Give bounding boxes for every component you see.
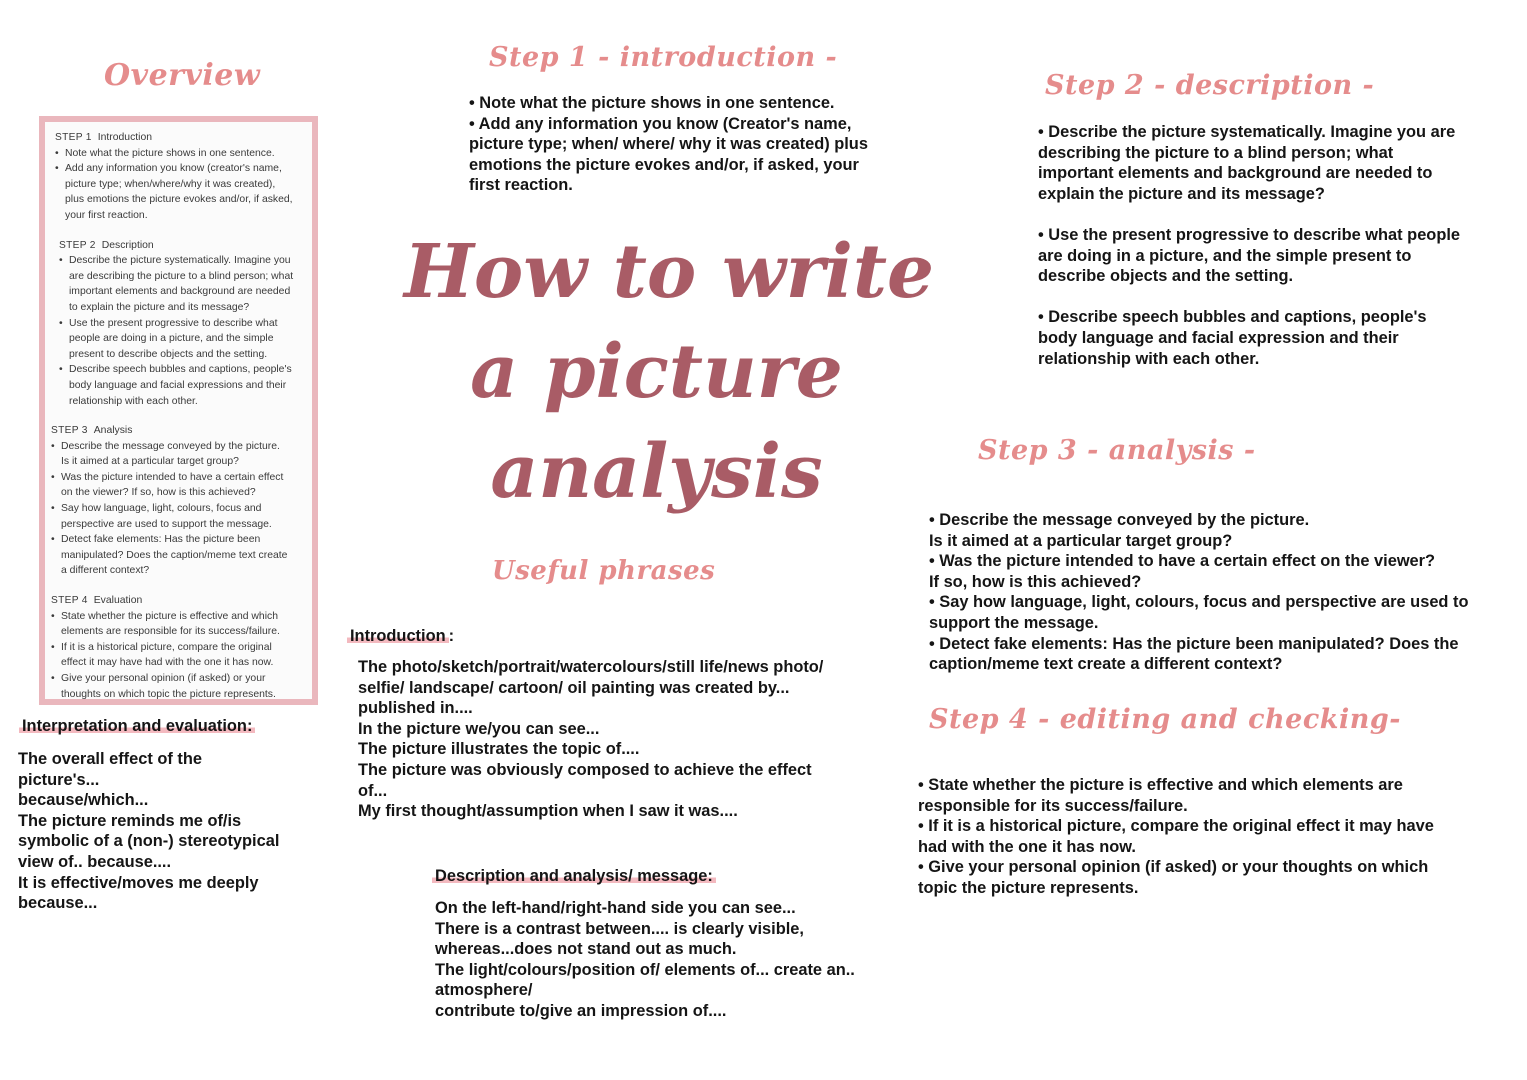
overview-bullet [51,609,306,640]
step2-line: describing the picture to a blind person; what [1038,143,1394,162]
interpretation-phrase-line: view of.. because.... [18,852,172,871]
interpretation-phrase-line: symbolic of a (non-) stereotypical [18,832,280,851]
title-line-1: How to write [404,229,935,315]
step1-body [469,93,868,196]
title-line-2: a picture [470,329,843,415]
step2-line: • Describe the picture systematically. Imagine you are [1038,123,1456,141]
overview-bullet [51,470,306,501]
step3-line: Is it aimed at a particular target group? [929,531,1233,550]
overview-card [39,116,318,705]
step4-line: responsible for its success/failure. [918,796,1188,815]
step2-line: are doing in a picture, and the simple present to [1038,246,1412,265]
overview-step-name: Evaluation [93,595,143,607]
introduction-phrase-line: selfie/ landscape/ cartoon/ oil painting was created by... [358,678,790,697]
overview-bullet-line: • Use the present progressive to describe what [69,317,278,329]
overview-bullet-line: plus emotions the picture evokes and/or, if asked, [65,194,293,206]
step2-paragraph [1038,307,1460,369]
overview-bullet-line: • If it is a historical picture, compare the original [61,641,272,653]
step2-heading: Step 2 - description - [1045,70,1375,101]
overview-bullet-line: picture type; when/where/why it was created), [65,178,276,190]
overview-step-number: STEP 1 [55,132,92,143]
overview-bullet-line: • Describe the picture systematically. Imagine you [69,255,291,267]
step2-line: important elements and background are needed to [1038,164,1433,183]
step1-line: • Add any information you know (Creator's name, [469,114,852,133]
overview-bullet-line: on the viewer? If so, how is this achieved? [61,487,256,499]
overview-bullet-line: body language and facial expressions and their [69,379,287,391]
overview-heading: Overview [104,58,261,93]
step3-line: • Describe the message conveyed by the picture. [929,511,1310,529]
step3-line: • Say how language, light, colours, focus and perspective are used to [929,593,1469,612]
interpretation-phrases [18,749,279,914]
step2-line: • Use the present progressive to describe what people [1038,225,1461,244]
interpretation-phrase-line: because... [18,894,98,913]
step2-paragraph [1038,225,1460,287]
step3-line: caption/meme text create a different context? [929,655,1283,674]
step3-line: • Detect fake elements: Has the picture been manipulated? Does the [929,634,1459,653]
step4-body [918,775,1434,899]
overview-bullet-line: your first reaction. [65,209,148,221]
overview-bullet-line: • Give your personal opinion (if asked) or your [61,673,266,684]
overview-bullet-line: people are doing in a picture, and the simple [69,333,274,345]
overview-bullet-line: present to describe objects and the setting. [69,348,268,360]
introduction-phrase-line: The photo/sketch/portrait/watercolours/still life/news photo/ [358,658,824,676]
overview-bullet-line: • Say how language, light, colours, focus and [61,503,262,515]
overview-step-block [51,423,306,579]
overview-step-header [51,593,306,609]
step3-body [929,510,1468,675]
overview-step-header [59,238,306,254]
overview-step-number: STEP 3 [51,425,88,437]
overview-bullet [51,671,306,702]
overview-bullet [51,532,306,579]
introduction-phrase-line: My first thought/assumption when I saw it was.... [358,802,738,821]
interpretation-phrase-line: because/which... [18,791,149,810]
overview-bullet-line: • Was the picture intended to have a certain effect [61,471,284,483]
overview-bullet-line: • Describe the message conveyed by the picture. [61,440,280,452]
step3-heading: Step 3 - analysis - [978,435,1256,466]
interpretation-phrase-line: It is effective/moves me deeply [18,873,259,892]
introduction-phrase-line: In the picture we/you can see... [358,719,600,738]
overview-bullet-line: effect it may have had with the one it has now. [61,657,274,669]
step2-line: describe objects and the setting. [1038,267,1294,286]
step1-heading: Step 1 - introduction - [489,42,838,73]
step4-line: topic the picture represents. [918,878,1139,897]
overview-step-name: Analysis [93,425,133,437]
overview-bullet [51,640,306,671]
description-phrase-line: The light/colours/position of/ elements of... create an.. [435,960,855,979]
introduction-label-wrap [350,626,454,647]
useful-phrases-heading: Useful phrases [492,556,716,586]
overview-bullet [59,253,306,315]
step3-line: • Was the picture intended to have a certain effect on the viewer? [929,552,1436,571]
overview-step-name: Description [101,239,154,251]
overview-bullet-line: relationship with each other. [69,395,198,407]
interpretation-phrase-line: picture's... [18,770,100,789]
introduction-phrase-line: The picture was obviously composed to achieve the effect [358,760,812,779]
description-label: Description and analysis/ message: [432,867,716,885]
overview-bullet-line: to explain the picture and its message? [69,301,250,313]
overview-step-block [59,238,306,410]
introduction-label: Introduction [347,627,449,645]
title-line-3: analysis [490,429,823,515]
step2-body [1038,122,1460,369]
overview-bullet-line: thoughts on which topic the picture represents. [61,688,276,700]
interpretation-phrase-line: The picture reminds me of/is [18,811,242,830]
overview-bullet-line: manipulated? Does the caption/meme text create [61,549,288,561]
introduction-phrase-line: of... [358,781,388,800]
overview-bullet [59,316,306,363]
step1-line: • Note what the picture shows in one sentence. [469,94,835,112]
introduction-phrase-line: The picture illustrates the topic of.... [358,740,640,759]
step2-paragraph [1038,122,1460,204]
description-label-wrap [435,866,716,887]
step1-line: picture type; when/ where/ why it was created) plus [469,135,868,154]
introduction-phrases [358,657,823,822]
step1-line: first reaction. [469,176,573,195]
overview-step-block [51,593,306,702]
step4-line: had with the one it has now. [918,837,1136,856]
step2-line: body language and facial expression and their [1038,328,1399,347]
step3-line: support the message. [929,613,1099,632]
step2-line: relationship with each other. [1038,349,1260,368]
description-phrases [435,898,855,1022]
overview-bullet-line: perspective are used to support the message. [61,518,272,530]
overview-bullet [51,501,306,532]
overview-bullet-line: • Detect fake elements: Has the picture been [61,534,261,546]
interpretation-label: Interpretation and evaluation: [19,717,255,735]
overview-bullet-line: Is it aimed at a particular target group? [61,456,239,468]
overview-bullet-line: • Describe speech bubbles and captions, people's [69,364,292,376]
step2-line: explain the picture and its message? [1038,184,1325,203]
overview-bullet-line: important elements and background are needed [69,286,291,298]
overview-bullet-line: elements are responsible for its success/failure. [61,626,280,638]
step4-line: • Give your personal opinion (if asked) or your thoughts on which [918,858,1429,877]
overview-step-number: STEP 2 [59,239,96,251]
step3-line: If so, how is this achieved? [929,572,1142,591]
description-phrase-line: There is a contrast between.... is clearly visible, [435,919,804,938]
overview-step-header [55,130,306,146]
step4-line: • State whether the picture is effective and which elements are [918,776,1403,794]
interpretation-label-wrap [22,716,255,737]
description-phrase-line: whereas...does not stand out as much. [435,940,737,959]
description-phrase-line: contribute to/give an impression of.... [435,1001,727,1020]
step4-line: • If it is a historical picture, compare the original effect it may have [918,817,1434,836]
step2-line: • Describe speech bubbles and captions, people's [1038,308,1427,327]
overview-bullet-line: are describing the picture to a blind person; what [69,270,294,282]
overview-step-header [51,423,306,439]
overview-bullet [55,146,306,162]
main-title [404,222,935,522]
overview-step-name: Introduction [97,132,153,143]
overview-bullet [59,362,306,409]
overview-bullet-line: • State whether the picture is effective and which [61,610,278,622]
step1-line: emotions the picture evokes and/or, if asked, your [469,155,859,174]
overview-bullet-line: a different context? [61,565,150,577]
description-phrase-line: atmosphere/ [435,981,533,1000]
overview-bullet-line: • Add any information you know (creator's name, [65,163,282,175]
step4-heading: Step 4 - editing and checking- [929,704,1401,735]
overview-step-number: STEP 4 [51,595,88,607]
overview-bullet [51,439,306,470]
interpretation-phrase-line: The overall effect of the [18,750,202,768]
overview-bullet-line: • Note what the picture shows in one sentence. [65,147,275,159]
description-phrase-line: On the left-hand/right-hand side you can see... [435,899,796,917]
introduction-label-colon: : [448,627,455,645]
overview-step-block [55,130,306,224]
introduction-phrase-line: published in.... [358,699,473,718]
overview-bullet [55,161,306,223]
